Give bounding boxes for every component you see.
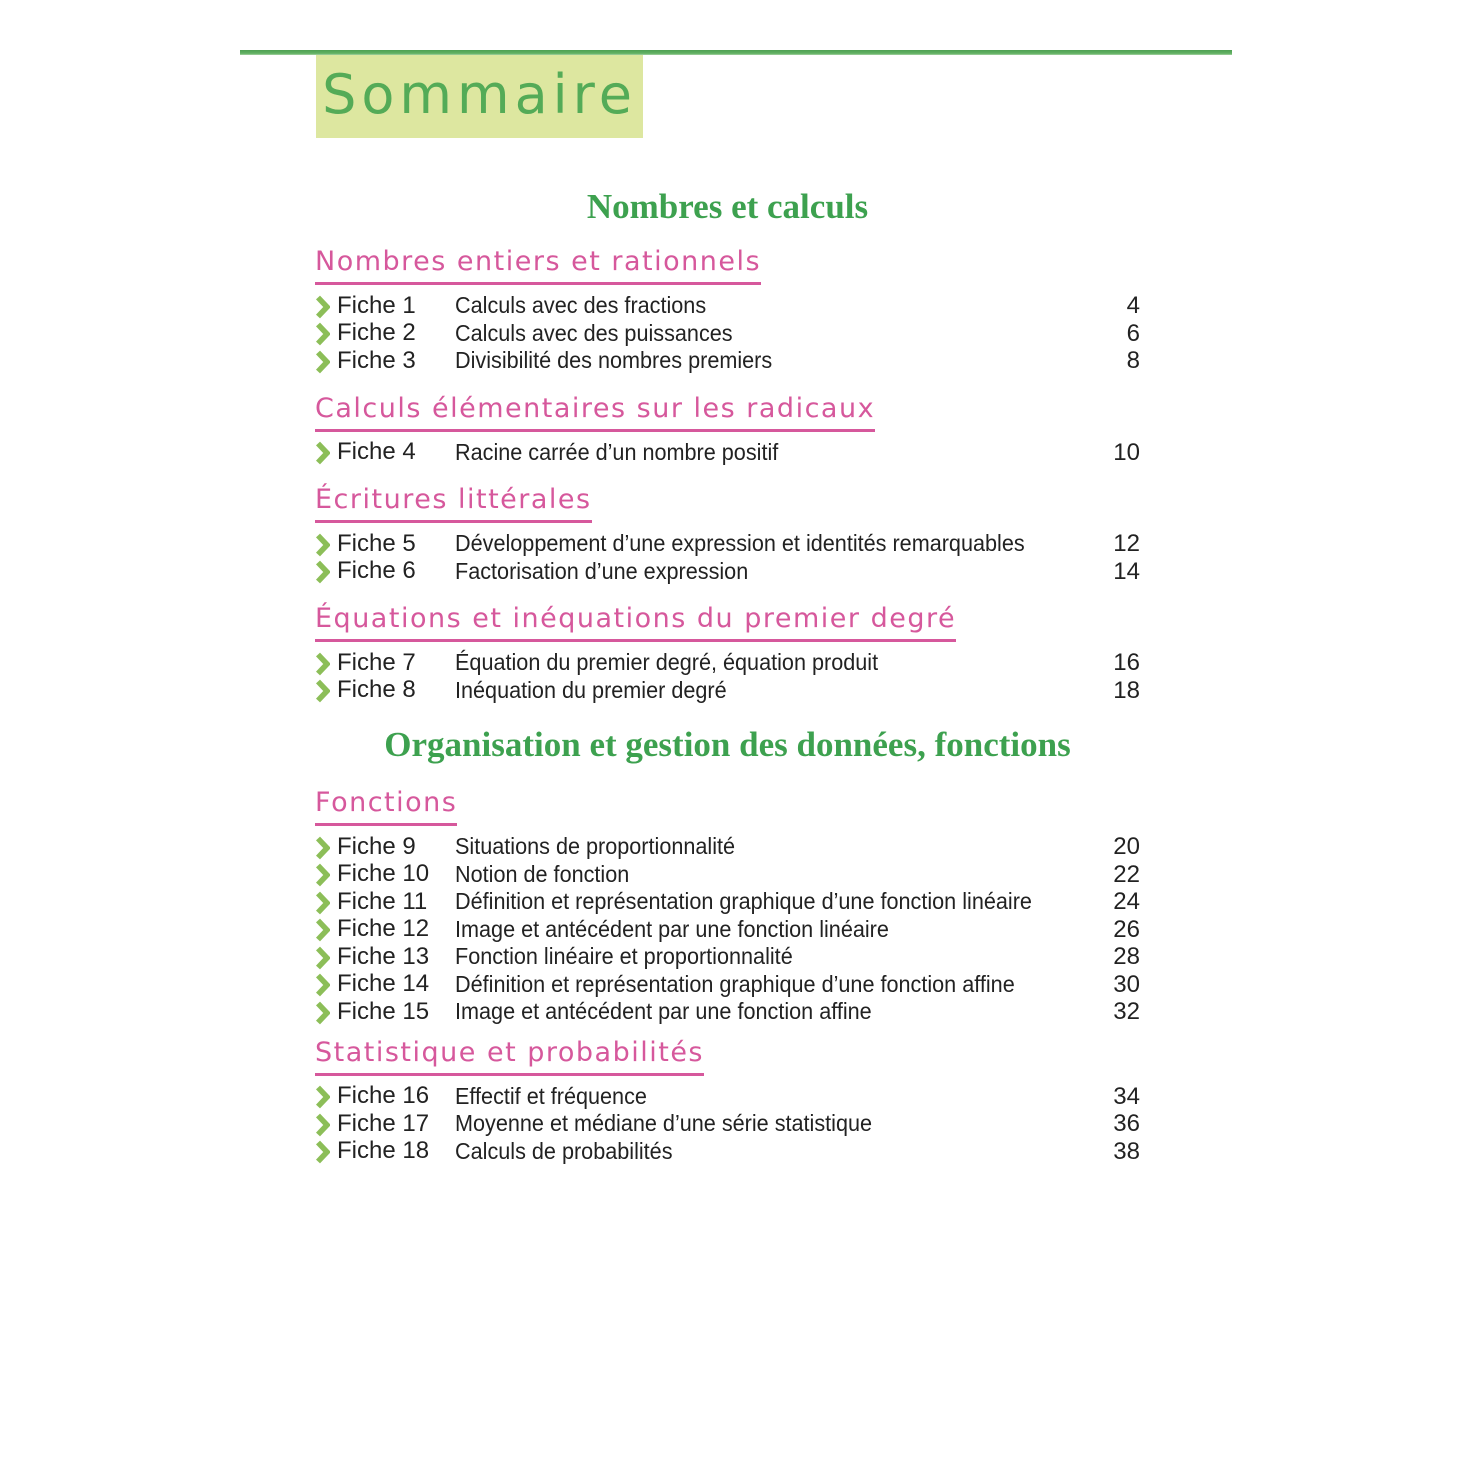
part-heading-organisation-donnees: Organisation et gestion des données, fonctions [384,725,1071,764]
fiche-label-cell [315,557,455,585]
entry-page: 8 [1126,347,1140,374]
fiche-label: Fiche 1 [337,291,416,319]
chevron-right-icon [315,891,330,915]
fiche-label: Fiche 14 [337,970,430,998]
chevron-right-icon [315,441,330,465]
fiche-label-cell [315,998,455,1026]
fiche-label: Fiche 12 [337,915,430,943]
toc-row [315,558,1140,586]
entry-title: Image et antécédent par une fonction linéaire [455,915,889,942]
entry-title: Effectif et fréquence [455,1082,647,1109]
toc-row [315,677,1140,705]
group-heading: Écritures littérales [315,483,592,523]
entry-title: Équation du premier degré, équation produit [455,649,879,675]
fiche-label: Fiche 4 [337,438,416,466]
entry-title: Définition et représentation graphique d’une fonction linéaire [455,888,1032,914]
fiche-label: Fiche 15 [337,997,430,1025]
chevron-right-icon [315,1113,330,1137]
chevron-right-icon [315,652,330,676]
fiche-label: Fiche 18 [337,1137,430,1165]
entry-page: 30 [1113,970,1140,998]
entry-page: 20 [1113,833,1140,860]
fiche-label: Fiche 5 [337,529,416,557]
top-rule [240,50,1232,55]
fiche-label: Fiche 10 [337,860,430,888]
toc-row [315,861,1140,889]
fiche-label-cell [315,833,455,861]
toc-rows [315,1083,1140,1166]
toc-row [315,1083,1140,1111]
toc-rows [315,439,1140,467]
toc-row [315,649,1140,677]
entry-page: 36 [1113,1110,1140,1137]
group-heading: Fonctions [315,786,457,826]
entry-title: Situations de proportionnalité [455,833,736,859]
fiche-label-cell [315,438,455,466]
fiche-label-cell [315,970,455,998]
chevron-right-icon [315,918,330,942]
chevron-right-icon [315,679,330,703]
entry-page: 38 [1113,1137,1140,1165]
fiche-label-cell [315,860,455,888]
fiche-label: Fiche 6 [337,557,416,585]
chevron-right-icon [315,295,330,319]
toc-row [315,943,1140,971]
toc-row [315,833,1140,861]
entry-title: Image et antécédent par une fonction affine [455,998,872,1024]
entry-page: 32 [1113,998,1140,1025]
toc-row [315,1110,1140,1138]
entry-title: Inéquation du premier degré [455,676,727,703]
entry-title: Racine carrée d’un nombre positif [455,438,779,465]
entry-title: Définition et représentation graphique d’une fonction affine [455,970,1015,997]
group-heading: Statistique et probabilités [315,1036,704,1076]
entry-page: 4 [1126,292,1140,319]
entry-title: Calculs de probabilités [455,1137,673,1164]
fiche-label: Fiche 3 [337,346,416,374]
toc-rows [315,292,1140,375]
toc-row [315,971,1140,999]
group-heading: Calculs élémentaires sur les radicaux [315,392,875,432]
toc-group-fonctions [240,786,1232,1026]
toc-group-equations [240,602,1232,704]
entry-title: Moyenne et médiane d’une série statistique [455,1110,873,1136]
chevron-right-icon [315,533,330,557]
toc-group-ecritures-litterales [240,483,1232,585]
toc-rows [315,833,1140,1026]
entry-title: Divisibilité des nombres premiers [455,347,773,373]
fiche-label-cell [315,915,455,943]
entry-page: 28 [1113,943,1140,970]
toc-row [315,347,1140,375]
chevron-right-icon [315,946,330,970]
entry-title: Développement d’une expression et identités remarquables [455,530,1025,556]
fiche-label-cell [315,888,455,916]
group-heading: Équations et inéquations du premier degré [315,602,956,642]
fiche-label-cell [315,1137,455,1165]
entry-page: 26 [1113,915,1140,943]
fiche-label: Fiche 9 [337,832,416,860]
fiche-label: Fiche 17 [337,1109,430,1137]
fiche-label-cell [315,676,455,704]
toc-group-nombres-entiers [240,245,1232,375]
entry-page: 12 [1113,530,1140,557]
fiche-label-cell [315,292,455,320]
toc-row [315,1138,1140,1166]
entry-page: 10 [1113,438,1140,466]
fiche-label: Fiche 16 [337,1082,430,1110]
toc-row [315,439,1140,467]
toc-group-radicaux [240,392,1232,467]
fiche-label-cell [315,649,455,677]
toc-row [315,320,1140,348]
toc-row [315,916,1140,944]
toc-rows [315,649,1140,704]
toc-row [315,998,1140,1026]
chevron-right-icon [315,1001,330,1025]
entry-title: Notion de fonction [455,860,630,887]
fiche-label-cell [315,1110,455,1138]
chevron-right-icon [315,322,330,346]
fiche-label: Fiche 2 [337,319,416,347]
chevron-right-icon [315,836,330,860]
chevron-right-icon [315,973,330,997]
entry-title: Calculs avec des fractions [455,292,707,318]
chevron-right-icon [315,560,330,584]
chevron-right-icon [315,1085,330,1109]
fiche-label: Fiche 11 [337,887,428,915]
entry-title: Calculs avec des puissances [455,319,733,346]
page-title-box [316,50,643,138]
toc-rows [315,530,1140,585]
entry-page: 24 [1113,888,1140,915]
fiche-label-cell [315,319,455,347]
fiche-label-cell [315,943,455,971]
page-title: Sommaire [322,62,637,126]
book-page [240,50,1232,1472]
entry-page: 34 [1113,1082,1140,1110]
toc-row [315,530,1140,558]
chevron-right-icon [315,350,330,374]
chevron-right-icon [315,1140,330,1164]
toc-group-statistique-probabilites [240,1036,1232,1166]
fiche-label: Fiche 13 [337,942,430,970]
group-heading: Nombres entiers et rationnels [315,245,761,285]
toc-row [315,888,1140,916]
entry-title: Factorisation d’une expression [455,557,749,584]
fiche-label-cell [315,1082,455,1110]
fiche-label-cell [315,530,455,558]
entry-title: Fonction linéaire et proportionnalité [455,943,793,969]
fiche-label: Fiche 7 [337,648,416,676]
fiche-label: Fiche 8 [337,676,416,704]
toc-row [315,292,1140,320]
part-heading-nombres-et-calculs: Nombres et calculs [586,187,869,226]
entry-page: 18 [1113,676,1140,704]
entry-page: 6 [1126,319,1140,347]
entry-page: 14 [1113,557,1140,585]
entry-page: 22 [1113,860,1140,888]
fiche-label-cell [315,347,455,375]
chevron-right-icon [315,863,330,887]
entry-page: 16 [1113,649,1140,676]
